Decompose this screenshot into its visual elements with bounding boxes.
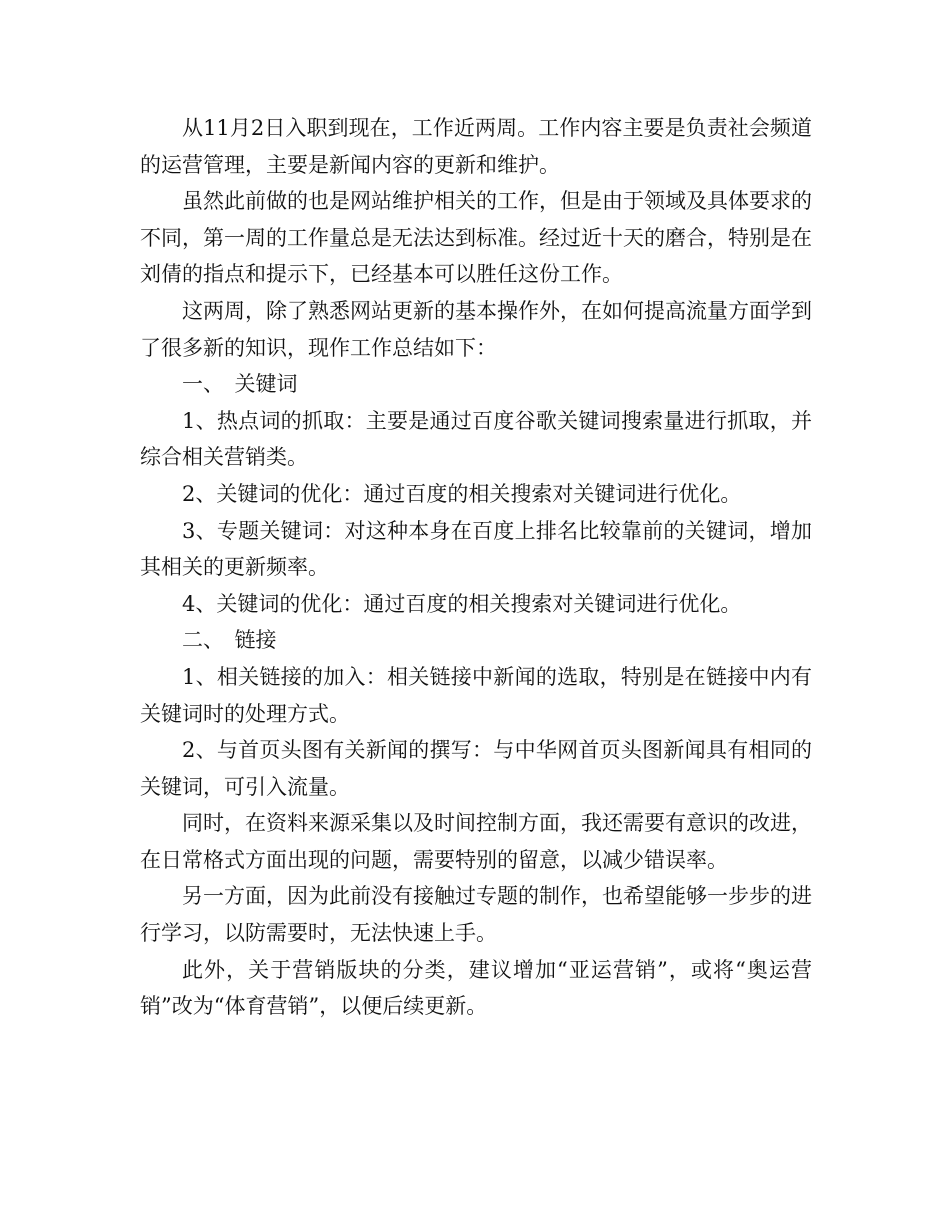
section-heading-links: 二、 链接 [182, 628, 277, 653]
keyword-item-4: 4、关键词的优化：通过百度的相关搜索对关键词进行优化。 [182, 591, 742, 616]
link-item-2: 2、与首页头图有关新闻的撰写：与中华网首页头图新闻具有相同的关键词，可引入流量。 [140, 738, 812, 799]
learning-paragraph: 另一方面，因为此前没有接触过专题的制作，也希望能够一步步的进行学习，以防需要时，无法快速上手。 [140, 884, 812, 946]
background-paragraph: 虽然此前做的也是网站维护相关的工作，但是由于领域及具体要求的不同，第一周的工作量总是无法达到标准。经过近十天的磨合，特别是在刘倩的指点和提示下，已经基本可以胜任这份工作。 [140, 189, 812, 287]
section-heading-keywords: 一、 关键词 [182, 372, 298, 397]
intro-paragraph: 从11月2日入职到现在，工作近两周。工作内容主要是负责社会频道的运营管理，主要是新闻内容的更新和维护。 [140, 116, 812, 177]
link-item-1: 1、相关链接的加入：相关链接中新闻的选取，特别是在链接中内有关键词时的处理方式。 [140, 664, 812, 726]
improvement-paragraph: 同时，在资料来源采集以及时间控制方面，我还需要有意识的改进，在日常格式方面出现的问题，需要特别的留意，以减少错误率。 [140, 811, 812, 872]
suggestion-paragraph: 此外，关于营销版块的分类，建议增加“亚运营销”，或将“奥运营销”改为“体育营销”，以便后续更新。 [140, 957, 812, 1019]
summary-intro-paragraph: 这两周，除了熟悉网站更新的基本操作外，在如何提高流量方面学到了很多新的知识，现作工作总结如下： [140, 298, 812, 360]
keyword-item-3: 3、专题关键词：对这种本身在百度上排名比较靠前的关键词，增加其相关的更新频率。 [140, 518, 812, 580]
document-page [140, 110, 812, 1025]
keyword-item-2: 2、关键词的优化：通过百度的相关搜索对关键词进行优化。 [182, 481, 742, 506]
keyword-item-1: 1、热点词的抓取：主要是通过百度谷歌关键词搜索量进行抓取，并综合相关营销类。 [140, 408, 812, 470]
